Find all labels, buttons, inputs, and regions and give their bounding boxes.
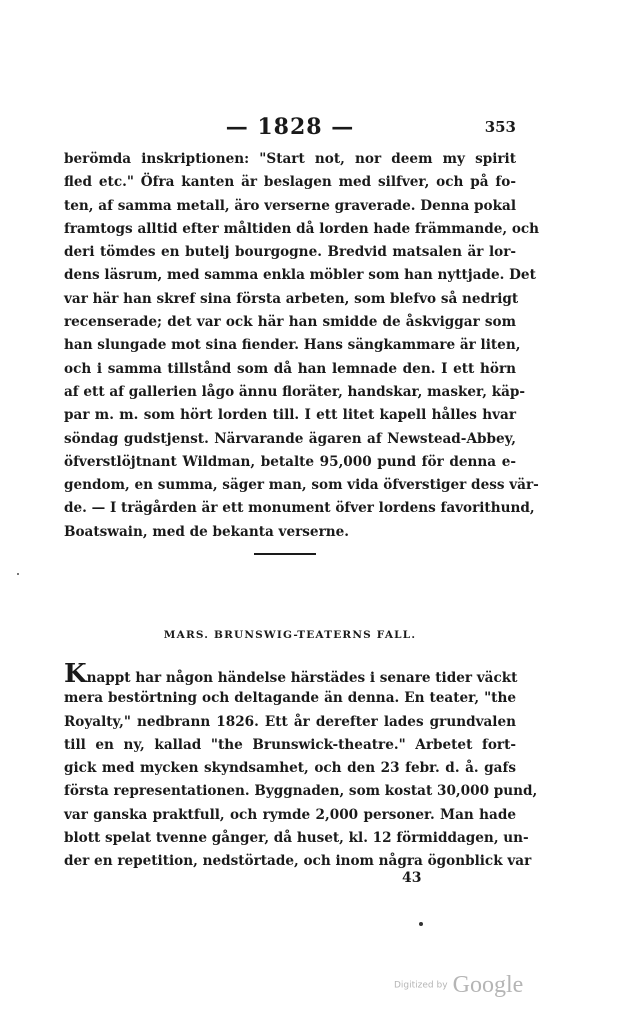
text-line: berömda inskriptionen: "Start not, nor deem my spirit [64, 151, 516, 167]
first-line-text: nappt har någon händelse härstädes i senare tider väckt [86, 670, 518, 686]
text-line-first [64, 659, 518, 689]
text-line: blott spelat tvenne gånger, då huset, kl. 12 förmiddagen, un- [64, 830, 529, 847]
text-line: dens läsrum, med samma enkla möbler som han nyttjade. Det [64, 267, 536, 284]
text-line: der en repetition, nedstörtade, och inom några ögonblick var [64, 853, 532, 870]
text-line: Royalty," nedbrann 1826. Ett år derefter lades grundvalen [64, 713, 516, 730]
paragraph-brunswick [64, 659, 538, 874]
watermark-prefix: Digitized by [394, 980, 448, 991]
text-line: Boatswain, med de bekanta verserne. [64, 523, 349, 540]
drop-cap: K [64, 659, 87, 689]
text-line: af ett af gallerien lågo ännu floräter, handskar, masker, käp- [64, 383, 526, 400]
section-divider [254, 553, 316, 555]
text-line: mera bestörtning och deltagande än denna. En teater, "the [64, 690, 516, 707]
text-line: gendom, en summa, säger man, som vida öfverstiger dess vär- [64, 477, 539, 494]
header-year: — 1828 — [225, 114, 355, 140]
text-line: första representationen. Byggnaden, som kostat 30,000 pund, [64, 783, 538, 800]
section-title: MARS. BRUNSWIG-TEATERNS FALL. [163, 629, 417, 641]
signature-mark: 43 [402, 870, 422, 886]
text-line: söndag gudstjenst. Närvarande ägaren af Newstead-Abbey, [64, 430, 516, 447]
text-line: de. — I trägården är ett monument öfver lordens favorithund, [64, 500, 535, 517]
text-line: fled etc." Öfra kanten är beslagen med silfver, och på fo- [64, 174, 516, 191]
text-line: ten, af samma metall, äro verserne graverade. Denna pokal [64, 197, 516, 214]
text-line: gick med mycken skyndsamhet, och den 23 febr. d. å. gafs [64, 760, 516, 777]
text-line: framtogs alltid efter måltiden då lorden hade främmande, och [64, 220, 540, 237]
text-line: och i samma tillstånd som då han lemnade den. I ett hörn [64, 360, 516, 377]
text-line: deri tömdes en butelj bourgogne. Bredvid matsalen är lor- [64, 244, 516, 261]
text-line: till en ny, kallad "the Brunswick-theatre." Arbetet fort- [64, 736, 516, 753]
paragraph-newstead [64, 148, 540, 544]
google-watermark [394, 972, 523, 1002]
margin-speck [17, 573, 19, 575]
ink-dot [419, 922, 423, 926]
running-header [64, 114, 516, 144]
text-line: öfverstlöjtnant Wildman, betalte 95,000 pund för denna e- [64, 453, 516, 470]
text-line: par m. m. som hört lorden till. I ett litet kapell hålles hvar [64, 407, 516, 424]
google-logo: Google [452, 972, 524, 998]
text-line: var här han skref sina första arbeten, som blefvo så nedrigt [64, 290, 519, 307]
text-line: recenserade; det var ock här han smidde de åskviggar som [64, 314, 516, 331]
page-number: 353 [484, 118, 516, 136]
text-line: han slungade mot sina fiender. Hans sängkammare är liten, [64, 337, 521, 354]
text-line: var ganska praktfull, och rymde 2,000 personer. Man hade [64, 806, 516, 823]
